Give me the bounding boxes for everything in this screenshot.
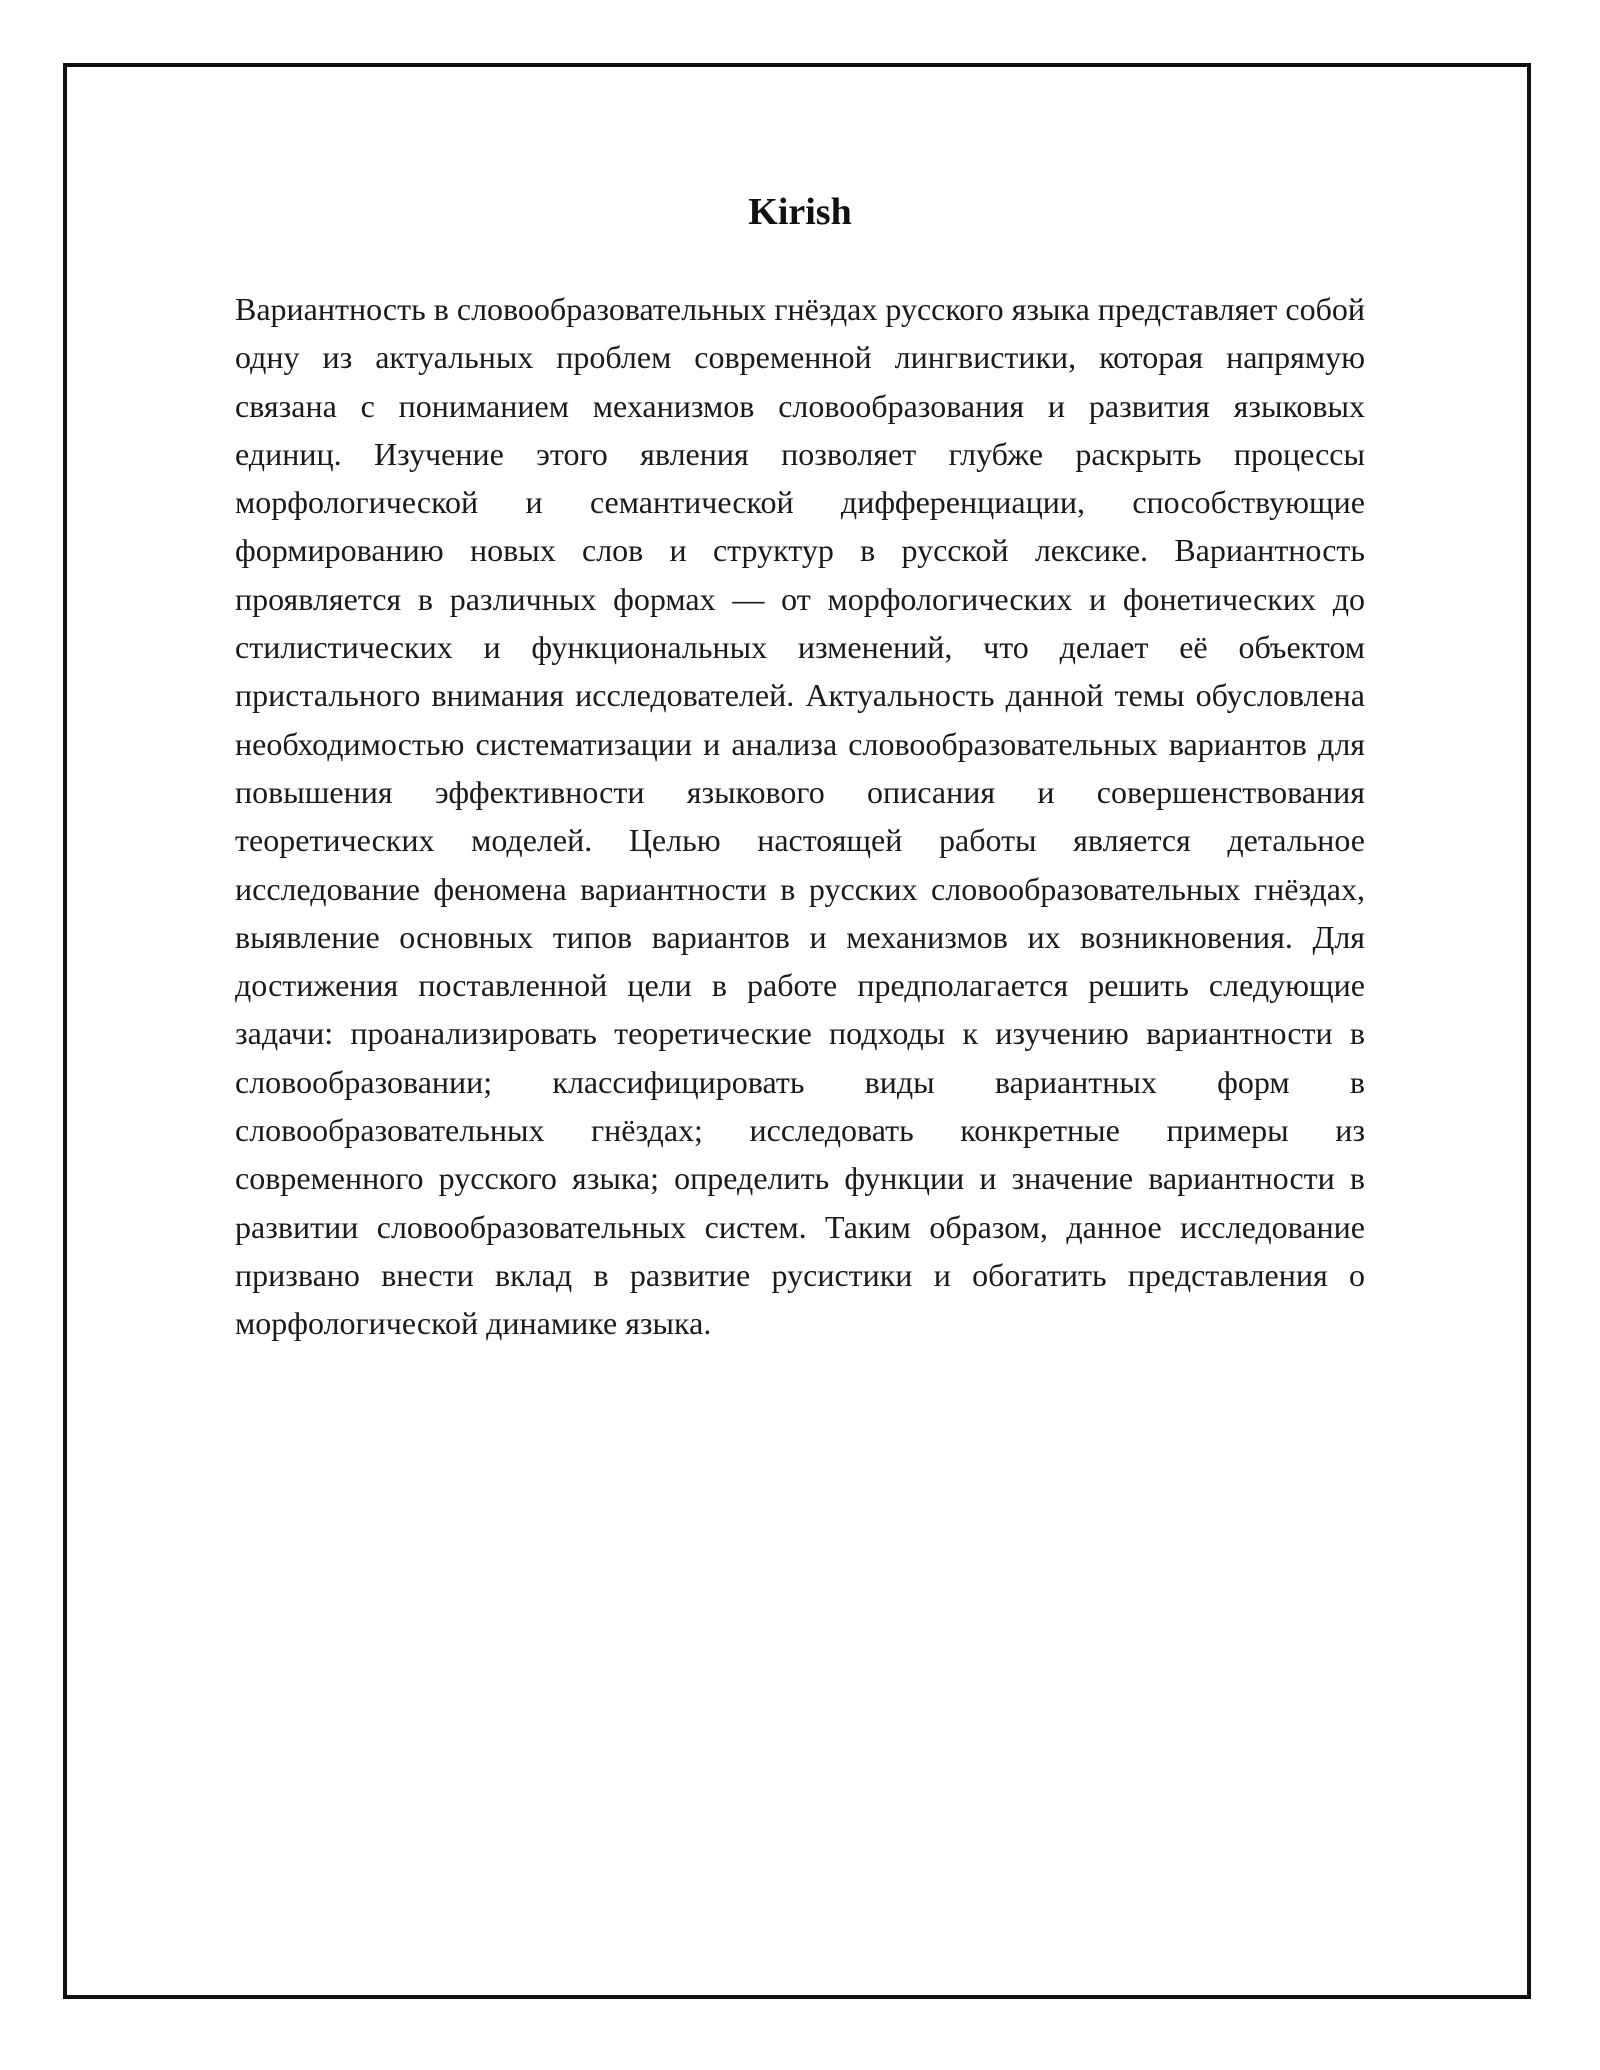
- document-title: Kirish: [748, 191, 852, 233]
- document-paragraph: Вариантность в словообразовательных гнёздах русского языка представляет собой одну из актуальных проблем современной лингвистики, которая напрямую связана с пониманием механизмов словообразования и развития языковых единиц. Изучение этого явления позволяет глубже раскрыть процессы морфологической и семантической дифференциации, способствующие формированию новых слов и структур в русской лексике. Вариантность проявляется в различных формах — от морфологических и фонетических до стилистических и функциональных изменений, что делает её объектом пристального внимания исследователей. Актуальность данной темы обусловлена необходимостью систематизации и анализа словообразовательных вариантов для повышения эффективности языкового описания и совершенствования теоретических моделей. Целью настоящей работы является детальное исследование феномена вариантности в русских словообразовательных гнёздах, выявление основных типов вариантов и механизмов их возникновения. Для достижения поставленной цели в работе предполагается решить следующие задачи: проанализировать теоретические подходы к изучению вариантности в словообразовании; классифицировать виды вариантных форм в словообразовательных гнёздах; исследовать конкретные примеры из современного русского языка; определить функции и значение вариантности в развитии словообразовательных систем. Таким образом, данное исследование призвано внести вклад в развитие русистики и обогатить представления о морфологической динамике языка.: [235, 291, 1365, 1342]
- document-content: [235, 185, 1365, 1348]
